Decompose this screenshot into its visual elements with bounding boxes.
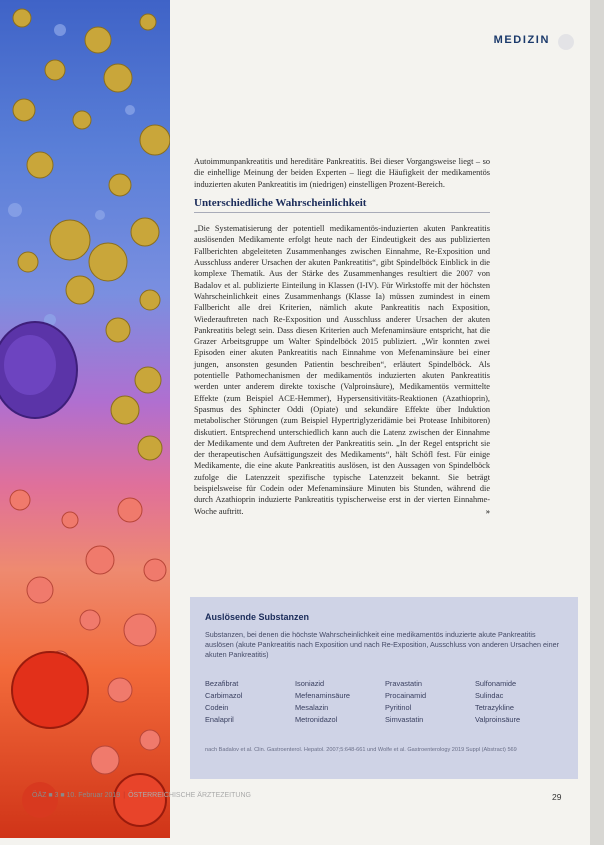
page-footer xyxy=(32,792,251,799)
substance-item: Sulindac xyxy=(475,691,504,700)
substance-item: Metronidazol xyxy=(295,715,338,724)
info-box-title: Auslösende Substanzen xyxy=(205,612,310,622)
substance-item: Mefenaminsäure xyxy=(295,691,351,700)
substance-item: Tetrazykline xyxy=(475,703,515,712)
substance-item: Valproinsäure xyxy=(475,715,521,724)
article-body xyxy=(194,156,490,517)
article-subheading: Unterschiedliche Wahrscheinlichkeit xyxy=(194,198,490,213)
substance-item: Codein xyxy=(205,703,229,712)
footer-separator: | xyxy=(123,792,126,799)
substance-item: Carbimazol xyxy=(205,691,243,700)
body-text: „Die Systematisierung der potentiell medikamentös-induzierten akuten Pankreatitis auslösenden Medikamente erfolgt heute nach der Eindeutigkeit des aus publizierten Fallberichten abgeleiteten Zusammenhanges zwischen Einnahme, Re-Exposition und Ausschluss anderer Ursachen der akuten Pankreatitis“, gibt Spindelböck Einblick in die komplexe Thematik. Aus der Stärke des Zusammenhanges resultiert die 2007 von Badalov et al. publizierte Einteilung in Klassen (I-IV). Für Wirkstoffe mit der höchsten Wahrscheinlichkeit eines Zusammenhangs (Klasse Ia) müssen zumindest in einem Fallbericht alle drei Kriterien, nämlich akute Pankreatitis nach Exposition, Wiederauftreten nach Re-Exposition und Ausschluss anderer Ursachen der akuten Pankreatitis belegt sein. Dass diesen Kriterien auch Mefenaminsäure entspricht, hat die Grazer Arbeitsgruppe um Walter Spindelböck 2015 publiziert. „Wir konnten zwei Episoden einer akuten Pankreatitis nach Einnahme von Mefenaminsäure bei einer jungen, ansonsten gesunden Patientin beschreiben“, erläutert Spindelböck. Als potentielle Pathomechanismen der medikamentös induzierten akuten Pankreatitis werden unter anderem direkte toxische (Valproinsäure), Medikamentös vermittelte Effekte (zum Beispiel ACE-Hemmer), Hypersensitivitäts-Reaktionen (Azathioprin), Spasmus des Sphincter Oddi (Opiate) und sekundäre Effekte über Induktion metabolischer Störungen (zum Beispiel Hypertriglyzeridämie bei Protease Inhibitoren) diskutiert. Entsprechend unterschiedlich kann auch die Latenz zwischen der Einnahme der Medikamente und dem Auftreten der Pankreatitis sein. „In der Regel entspricht sie der therapeutischen Aufsättigungszeit des Medikaments“, hält Schöfl fest. Für einige Medikamente, die eine akute Pankreatitis auslösen, ist den Aussagen von Spindelböck zufolge die Latenzzeit spezifische typische Latenzzeit bekannt. Sie beträgt beispielsweise für Codein oder Mefenaminsäure Minuten bis Stunden, während die durch Azathioprin induzierte Pankreatitis typischerweise erst in der vierten Einnahme-Woche auftritt. xyxy=(194,224,490,516)
publication-info: ÖÄZ ■ 3 ■ 10. Februar 2019 xyxy=(32,792,121,799)
page-number: 29 xyxy=(552,792,562,802)
end-mark: » xyxy=(485,506,490,516)
substance-item: Pyritinol xyxy=(385,703,412,712)
substance-item: Enalapril xyxy=(205,715,234,724)
substance-list xyxy=(205,679,565,725)
substance-item: Isoniazid xyxy=(295,679,325,688)
publication-name: ÖSTERREICHISCHE ÄRZTEZEITUNG xyxy=(128,792,251,799)
info-box xyxy=(190,597,578,779)
section-label: MEDIZIN xyxy=(493,34,550,46)
cells-illustration xyxy=(0,0,170,838)
info-box-intro: Substanzen, bei denen die höchste Wahrscheinlichkeit eine medikamentös induzierte akute Pankreatitis auslösen (akute Pankreatitis nach Exposition und nach Re-Exposition, Ausschluss von anderen Ursachen einer akuten Pankreatitis) xyxy=(205,630,559,659)
substance-item: Mesalazin xyxy=(295,703,329,712)
body-paragraph xyxy=(194,223,490,517)
micrograph-image xyxy=(0,0,170,838)
info-box-source: nach Badalov et al. Clin. Gastroenterol. Hepatol. 2007;5:648-661 und Wolfe et al. Gastroenterology 2019 Suppl (Abstract) 569 xyxy=(205,747,517,753)
substance-item: Simvastatin xyxy=(385,715,424,724)
substance-item: Bezafibrat xyxy=(205,679,239,688)
substance-item: Pravastatin xyxy=(385,679,422,688)
substance-item: Procainamid xyxy=(385,691,427,700)
intro-paragraph: Autoimmunpankreatitis und hereditäre Pankreatitis. Bei dieser Vorgangsweise liegt – so die einhellige Meinung der beiden Experten – liegt die Häufigkeit der medikamentös induzierten akuten Pankreatitis im (niedrigen) einstelligen Prozent-Bereich. xyxy=(194,157,490,189)
substance-item: Sulfonamide xyxy=(475,679,517,688)
